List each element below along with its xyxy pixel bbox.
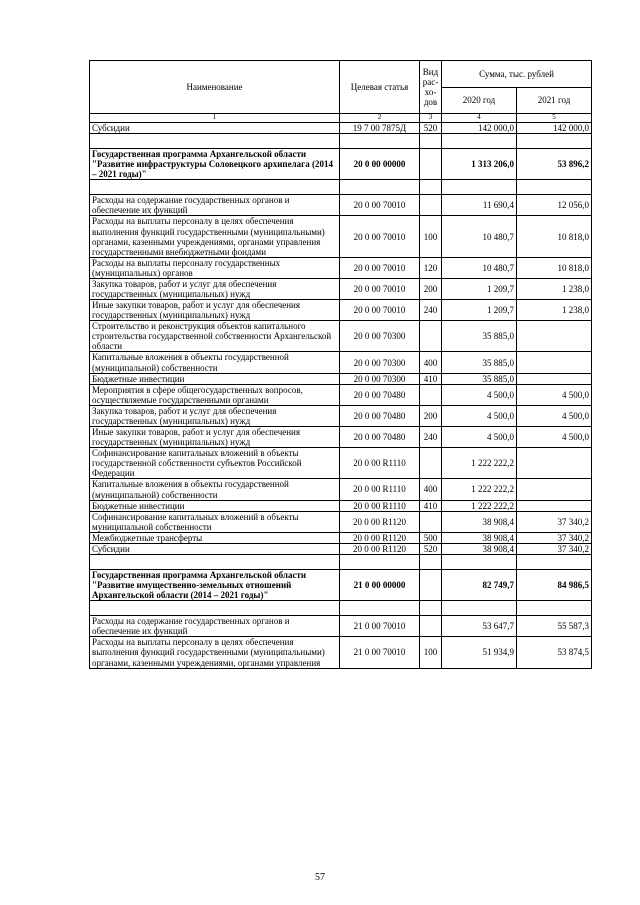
- table-row: [90, 616, 592, 637]
- column-index: 3: [420, 114, 442, 123]
- amount-2021: 1 238,0: [517, 300, 592, 321]
- row-name: Субсидии: [90, 543, 340, 554]
- expense-kind: 410: [420, 500, 442, 511]
- amount-2020: 35 885,0: [442, 321, 517, 352]
- target-article: 20 0 00 70300: [340, 321, 420, 352]
- amount-2020: 38 908,4: [442, 532, 517, 543]
- header-year-2021: 2021 год: [517, 88, 592, 114]
- spacer-row: [90, 601, 592, 616]
- target-article: 20 0 00 R1120: [340, 543, 420, 554]
- column-index-row: [90, 114, 592, 123]
- empty-cell: [420, 601, 442, 616]
- header-name: Наименование: [90, 61, 340, 114]
- table-row: [90, 278, 592, 299]
- empty-cell: [420, 554, 442, 569]
- column-index: 1: [90, 114, 340, 123]
- row-name: Расходы на выплаты персоналу в целях обеспечения выполнения функций государственными (муниципальными) органами, казенными учреждениями, органами управления: [90, 637, 340, 668]
- target-article: 20 0 00 70010: [340, 257, 420, 278]
- amount-2020: 1 222 222,2: [442, 500, 517, 511]
- table-body: [90, 123, 592, 669]
- row-name: Капитальные вложения в объекты государственной (муниципальной) собственности: [90, 479, 340, 500]
- target-article: 20 0 00 70010: [340, 195, 420, 216]
- header-target-article: Целевая статья: [340, 61, 420, 114]
- amount-2020: 35 885,0: [442, 352, 517, 373]
- amount-2020: 11 690,4: [442, 195, 517, 216]
- amount-2021: 53 896,2: [517, 149, 592, 180]
- expense-kind: 240: [420, 427, 442, 448]
- amount-2021: 37 340,2: [517, 511, 592, 532]
- table-row: [90, 195, 592, 216]
- amount-2020: 1 209,7: [442, 278, 517, 299]
- spacer-row: [90, 180, 592, 195]
- spacer-row: [90, 134, 592, 149]
- expense-kind: 520: [420, 543, 442, 554]
- row-name: Субсидии: [90, 123, 340, 134]
- target-article: 20 0 00 70300: [340, 373, 420, 384]
- target-article: 20 0 00 R1110: [340, 448, 420, 479]
- row-name: Государственная программа Архангельской области "Развитие имущественно-земельных отношений Архангельской области (2014 – 2021 годы)": [90, 569, 340, 600]
- amount-2021: 4 500,0: [517, 405, 592, 426]
- empty-cell: [517, 554, 592, 569]
- empty-cell: [442, 180, 517, 195]
- amount-2021: 4 500,0: [517, 384, 592, 405]
- table-row: [90, 384, 592, 405]
- row-name: Расходы на выплаты персоналу в целях обеспечения выполнения функций государственными (муниципальными) органами, казенными учреждениями, органами управления государственными внебюджетными фондами: [90, 216, 340, 257]
- empty-cell: [90, 601, 340, 616]
- target-article: 20 0 00 70480: [340, 405, 420, 426]
- header-expense-kind: Вид рас-хо-дов: [420, 61, 442, 114]
- amount-2021: 10 818,0: [517, 257, 592, 278]
- table-row: [90, 500, 592, 511]
- table-row: [90, 300, 592, 321]
- expense-kind: 500: [420, 532, 442, 543]
- column-index: 4: [442, 114, 517, 123]
- row-name: Межбюджетные трансферты: [90, 532, 340, 543]
- empty-cell: [90, 180, 340, 195]
- empty-cell: [442, 134, 517, 149]
- amount-2021: [517, 479, 592, 500]
- amount-2020: 1 313 206,0: [442, 149, 517, 180]
- expense-kind: [420, 321, 442, 352]
- row-name: Расходы на содержание государственных органов и обеспечение их функций: [90, 195, 340, 216]
- expense-kind: [420, 448, 442, 479]
- expense-kind: 200: [420, 278, 442, 299]
- empty-cell: [420, 180, 442, 195]
- target-article: 20 0 00 70010: [340, 216, 420, 257]
- table-row: [90, 543, 592, 554]
- empty-cell: [340, 601, 420, 616]
- expense-kind: 410: [420, 373, 442, 384]
- table-row: [90, 149, 592, 180]
- expense-kind: [420, 384, 442, 405]
- amount-2020: 4 500,0: [442, 427, 517, 448]
- target-article: 20 0 00 00000: [340, 149, 420, 180]
- row-name: Расходы на выплаты персоналу государственных (муниципальных) органов: [90, 257, 340, 278]
- table-row: [90, 257, 592, 278]
- table-row: [90, 216, 592, 257]
- amount-2021: 12 056,0: [517, 195, 592, 216]
- amount-2020: 35 885,0: [442, 373, 517, 384]
- amount-2021: 37 340,2: [517, 532, 592, 543]
- amount-2020: 53 647,7: [442, 616, 517, 637]
- amount-2020: 1 222 222,2: [442, 448, 517, 479]
- target-article: 21 0 00 00000: [340, 569, 420, 600]
- row-name: Расходы на содержание государственных органов и обеспечение их функций: [90, 616, 340, 637]
- expense-kind: 240: [420, 300, 442, 321]
- amount-2021: [517, 321, 592, 352]
- table-row: [90, 511, 592, 532]
- amount-2020: 51 934,9: [442, 637, 517, 668]
- amount-2020: 1 222 222,2: [442, 479, 517, 500]
- expense-kind: 100: [420, 637, 442, 668]
- expense-kind: 400: [420, 479, 442, 500]
- target-article: 20 0 00 70010: [340, 278, 420, 299]
- row-name: Строительство и реконструкция объектов капитального строительства государственной собственности Архангельской области: [90, 321, 340, 352]
- target-article: 20 0 00 R1120: [340, 511, 420, 532]
- expense-kind: 200: [420, 405, 442, 426]
- amount-2020: 38 908,4: [442, 543, 517, 554]
- table-row: [90, 321, 592, 352]
- column-index: 2: [340, 114, 420, 123]
- table-row: [90, 427, 592, 448]
- target-article: 19 7 00 7875Д: [340, 123, 420, 134]
- empty-cell: [90, 134, 340, 149]
- table-row: [90, 479, 592, 500]
- expense-kind: 520: [420, 123, 442, 134]
- row-name: Софинансирование капитальных вложений в объекты государственной собственности субъектов Российской Федерации: [90, 448, 340, 479]
- target-article: 20 0 00 70480: [340, 427, 420, 448]
- target-article: 20 0 00 R1110: [340, 500, 420, 511]
- target-article: 20 0 00 R1110: [340, 479, 420, 500]
- page-number: 57: [315, 872, 325, 883]
- budget-table: [89, 60, 592, 669]
- table-row: [90, 373, 592, 384]
- expense-kind: [420, 569, 442, 600]
- empty-cell: [442, 601, 517, 616]
- empty-cell: [340, 180, 420, 195]
- table-row: [90, 448, 592, 479]
- amount-2020: 1 209,7: [442, 300, 517, 321]
- empty-cell: [340, 134, 420, 149]
- amount-2021: [517, 352, 592, 373]
- column-index: 5: [517, 114, 592, 123]
- amount-2021: [517, 448, 592, 479]
- row-name: Софинансирование капитальных вложений в объекты муниципальной собственности: [90, 511, 340, 532]
- row-name: Капитальные вложения в объекты государственной (муниципальной) собственности: [90, 352, 340, 373]
- amount-2020: 10 480,7: [442, 216, 517, 257]
- row-name: Закупка товаров, работ и услуг для обеспечения государственных (муниципальных) нужд: [90, 278, 340, 299]
- empty-cell: [517, 134, 592, 149]
- row-name: Иные закупки товаров, работ и услуг для обеспечения государственных (муниципальных) нужд: [90, 300, 340, 321]
- expense-kind: 400: [420, 352, 442, 373]
- amount-2021: 10 818,0: [517, 216, 592, 257]
- amount-2021: 1 238,0: [517, 278, 592, 299]
- target-article: 20 0 00 70300: [340, 352, 420, 373]
- amount-2021: 84 986,5: [517, 569, 592, 600]
- empty-cell: [90, 554, 340, 569]
- table-row: [90, 123, 592, 134]
- row-name: Государственная программа Архангельской области "Развитие инфраструктуры Соловецкого архипелага (2014 – 2021 годы)": [90, 149, 340, 180]
- amount-2021: 53 874,5: [517, 637, 592, 668]
- amount-2021: [517, 373, 592, 384]
- target-article: 20 0 00 R1120: [340, 532, 420, 543]
- empty-cell: [420, 134, 442, 149]
- amount-2020: 82 749,7: [442, 569, 517, 600]
- amount-2020: 38 908,4: [442, 511, 517, 532]
- table-row: [90, 352, 592, 373]
- expense-kind: [420, 195, 442, 216]
- amount-2020: 4 500,0: [442, 405, 517, 426]
- table-row: [90, 532, 592, 543]
- table-row: [90, 637, 592, 668]
- row-name: Бюджетные инвестиции: [90, 500, 340, 511]
- amount-2021: 55 587,3: [517, 616, 592, 637]
- row-name: Закупка товаров, работ и услуг для обеспечения государственных (муниципальных) нужд: [90, 405, 340, 426]
- empty-cell: [340, 554, 420, 569]
- table-row: [90, 569, 592, 600]
- expense-kind: [420, 149, 442, 180]
- expense-kind: 100: [420, 216, 442, 257]
- table-row: [90, 405, 592, 426]
- amount-2021: 37 340,2: [517, 543, 592, 554]
- header-sum: Сумма, тыс. рублей: [442, 61, 592, 88]
- row-name: Бюджетные инвестиции: [90, 373, 340, 384]
- spacer-row: [90, 554, 592, 569]
- target-article: 21 0 00 70010: [340, 637, 420, 668]
- amount-2021: 4 500,0: [517, 427, 592, 448]
- target-article: 21 0 00 70010: [340, 616, 420, 637]
- row-name: Иные закупки товаров, работ и услуг для обеспечения государственных (муниципальных) нужд: [90, 427, 340, 448]
- target-article: 20 0 00 70480: [340, 384, 420, 405]
- empty-cell: [517, 601, 592, 616]
- amount-2020: 142 000,0: [442, 123, 517, 134]
- amount-2020: 10 480,7: [442, 257, 517, 278]
- amount-2021: 142 000,0: [517, 123, 592, 134]
- amount-2020: 4 500,0: [442, 384, 517, 405]
- empty-cell: [442, 554, 517, 569]
- empty-cell: [517, 180, 592, 195]
- target-article: 20 0 00 70010: [340, 300, 420, 321]
- amount-2021: [517, 500, 592, 511]
- expense-kind: [420, 511, 442, 532]
- expense-kind: 120: [420, 257, 442, 278]
- expense-kind: [420, 616, 442, 637]
- row-name: Мероприятия в сфере общегосударственных вопросов, осуществляемые государственными органами: [90, 384, 340, 405]
- header-year-2020: 2020 год: [442, 88, 517, 114]
